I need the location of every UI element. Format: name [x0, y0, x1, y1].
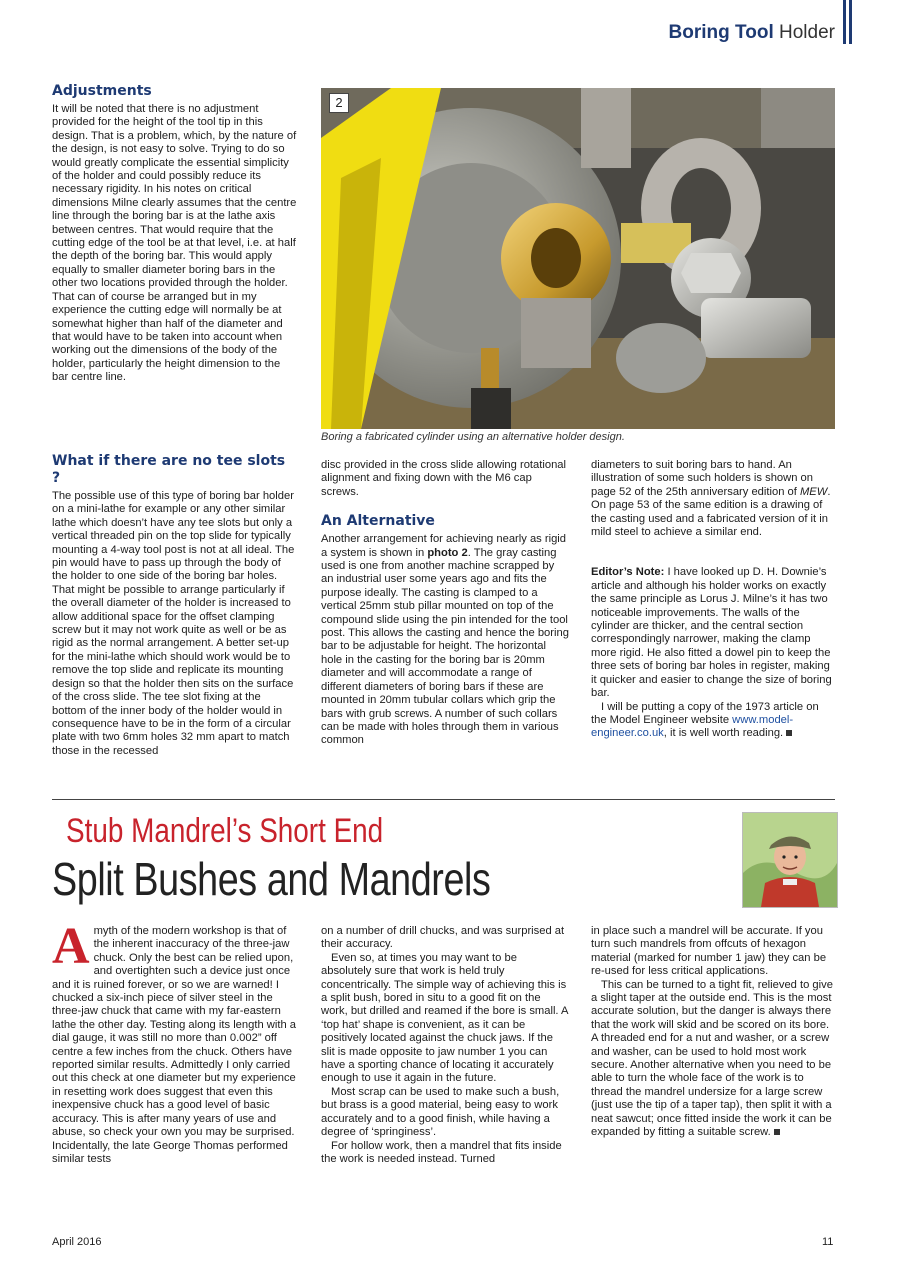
adjustments-section	[52, 83, 298, 385]
section-divider	[52, 799, 835, 800]
avatar-illustration	[743, 813, 837, 907]
stub-col2-p1: on a number of drill chucks, and was surprised at their accuracy.	[321, 925, 565, 951]
tee-slots-section	[52, 453, 298, 758]
stub-column-1	[52, 918, 298, 1166]
stub-col1-text	[52, 918, 298, 1166]
alternative-text-b: . The gray casting used is one from another machine scrapped by an industrial user some years ago and fits the purpose ideally. The casting is clamped to a vertical 25mm stub pillar mounted on top of the compound slide using the pin intended for the tool post. This allows the casting and hence the boring bar to be adjustable for height. The horizontal hole in the casting for the boring bar is 20mm diameter and will accommodate a range of different diameters of boring bars if these are mounted in 20mm tubular collars which grip the bars with grub screws. A number of such collars can be made with holes through them in various common	[321, 546, 569, 747]
editor-note-text: I have looked up D. H. Downie’s article and although his holder works on exactly the same principle as Lorus J. Milne’s it has two noticeable improvements. The walls of the cylinder are thicker, and the central section correspondingly narrower, making the clamp more rigid. He also fitted a dowel pin to keep the three sets of boring bar holes in register, making it quicker and easier to change the size of boring bar.	[591, 566, 832, 700]
header-title-light: Holder	[779, 22, 835, 43]
alternative-section	[321, 459, 569, 748]
adjustments-text: It will be noted that there is no adjustment provided for the height of the tool tip in this design. That is a problem, which, by the nature of the design, is not easy to solve. Trying to do so would greatly complicate the essential simplicity of the holder and could possibly reduce its necessary rigidity. In his notes on critical dimensions Milne clearly assumes that the centre line through the boring bar is at the lathe axis between centres. That would require that the cutting edge of the tool be at that level, i.e. at half the depth of the boring bar. This would apply equally to smaller diameter boring bars in the other two locations provided through the holder. That can of course be arranged but in my experience the cutting edge will normally be at somewhat higher than half of the diameter and that would have to be taken into account when working out the dimensions of the body of the holder, particularly the height dimension to the bar centre line.	[52, 103, 297, 384]
end-mark-icon	[786, 730, 792, 736]
editor-note-label: Editor’s Note:	[591, 566, 665, 579]
stub-col2-p3: Most scrap can be used to make such a bush, but brass is a good material, being easy to work accurately and to a good finish, while having a degree of ‘springiness’.	[321, 1085, 560, 1139]
col3-para1-b: . On page 53 of the same edition is a drawing of the casting used and a fabricated version of it in mild steel to achieve a similar end.	[591, 485, 831, 539]
editor-note	[591, 566, 836, 700]
column-kicker: Stub Mandrel’s Short End	[66, 812, 384, 850]
header-bars-decoration	[843, 0, 855, 44]
col3-para3-b: , it is well worth reading.	[663, 727, 784, 740]
drop-cap: A	[52, 918, 90, 975]
col3-para3	[591, 701, 836, 741]
author-avatar-cartoon	[742, 812, 838, 908]
photo-number-badge: 2	[329, 93, 349, 113]
photo-boring-cylinder	[321, 88, 835, 429]
tee-slots-heading: What if there are no tee slots ?	[52, 453, 286, 486]
running-header	[669, 22, 835, 44]
stub-col3-p2-text: This can be turned to a tight fit, relieved to give a slight taper at the outside end. This is the most accurate solution, but the danger is always there that the work will skid and be scored on its bore. A threaded end for a nut and washer, or a screw and washer, can be used to hold most work secure. Another alternative when you need to be able to turn the whole face of the work is to thread the mandrel undersize for a large screw (just use the tip of a taper tap), then split it with a neat sawcut; once fitted inside the work it can be expanded by fitting a suitable screw.	[591, 978, 833, 1139]
col3-para1	[591, 459, 836, 539]
alternative-heading: An Alternative	[321, 513, 435, 530]
mew-italic: MEW	[799, 485, 828, 498]
stub-col3-p1: in place such a mandrel will be accurate. If you turn such mandrels from offcuts of hexagon material (marked for number 1 jaw) they can be re-used for less critical applications.	[591, 925, 827, 978]
tee-slots-text: The possible use of this type of boring bar holder on a mini-lathe for example or any other similar lathe which doesn’t have any tee slots but only a vertical threaded pin on the top slide for typically mounting a 4-way tool post is not at all ideal. The pin would have to pass up through the body of the holder to one side of the boring bar holes. That might be possible to arrange particularly if the overall diameter of the holder is increased to allow additional space for the offset clamping screw but it may not work quite as well or be as rigid as the normal arrangement. A better set-up for the mini-lathe which should work would be to remove the top slide and replicate its mounting design so that the holder then sits on the surface of the cross slide. The tee slot fixing at the bottom of the inner body of the holder would in consequence have to be in the form of a circular plate with two 6mm holes 32 mm apart to match those in the recessed	[52, 490, 295, 757]
lathe-photo-illustration	[321, 88, 835, 429]
photo-2-reference: photo 2	[427, 546, 468, 559]
header-title-bold: Boring Tool	[668, 22, 774, 43]
stub-col3-p2	[591, 979, 836, 1140]
stub-col1-body: myth of the modern workshop is that of the inherent inaccuracy of the three-jaw chuck. Only the best can be relied upon, and overtighten such a device just once and it is ruined forever, or so we are warned! I chucked a six-inch piece of silver steel in the three-jaw chuck that came with my far-eastern lathe the other day. Testing along its length with a dial gauge, it was still no more than 0.002” off centre a few inches from the chuck. Others have reported similar results. Admittedly I only carried out this check at one diameter but my experience in resetting work does suggest that even this inexpensive chuck has a good level of basic accuracy. This is after many years of use and abuse, so check your own you may be surprised. Incidentally, the late George Thomas performed similar tests	[52, 925, 297, 1165]
page-number: 11	[822, 1236, 834, 1248]
model-engineer-link[interactable]: www.model-engineer.co.uk	[591, 713, 794, 740]
end-mark-icon	[774, 1129, 780, 1135]
adjustments-heading: Adjustments	[52, 83, 152, 99]
stub-col2-p4: For hollow work, then a mandrel that fits inside the work is needed instead. Turned	[321, 1139, 562, 1165]
col2-continuation-text: disc provided in the cross slide allowing rotational alignment and fixing down with the M6 cap screws.	[321, 459, 567, 498]
alternative-text	[321, 533, 569, 748]
alternative-text-a: Another arrangement for achieving nearly as rigid a system is shown in	[321, 533, 567, 559]
photo-caption: Boring a fabricated cylinder using an alternative holder design.	[321, 431, 625, 443]
col3-para3-a: I will be putting a copy of the 1973 article on the Model Engineer website	[591, 700, 819, 726]
stub-column-3	[591, 925, 836, 1140]
footer-date: April 2016	[52, 1236, 102, 1248]
stub-col2-p2: Even so, at times you may want to be absolutely sure that work is held truly concentrically. The simple way of achieving this is a split bush, bored in situ to a good fit on the work, but drilled and reamed if the bore is small. A ‘top hat’ shape is convenient, as it can be positively located against the chuck jaws. If the slit is made opposite to jaw number 1 you can have a sporting chance of locating it accurately enough to use it again in the future.	[321, 951, 568, 1085]
col3-para1-a: diameters to suit boring bars to hand. An illustration of some such holders is shown on page 52 of the 25th anniversary edition of	[591, 459, 813, 498]
editor-note-section	[591, 459, 836, 741]
article-title: Split Bushes and Mandrels	[52, 853, 491, 905]
stub-column-2	[321, 925, 569, 1166]
